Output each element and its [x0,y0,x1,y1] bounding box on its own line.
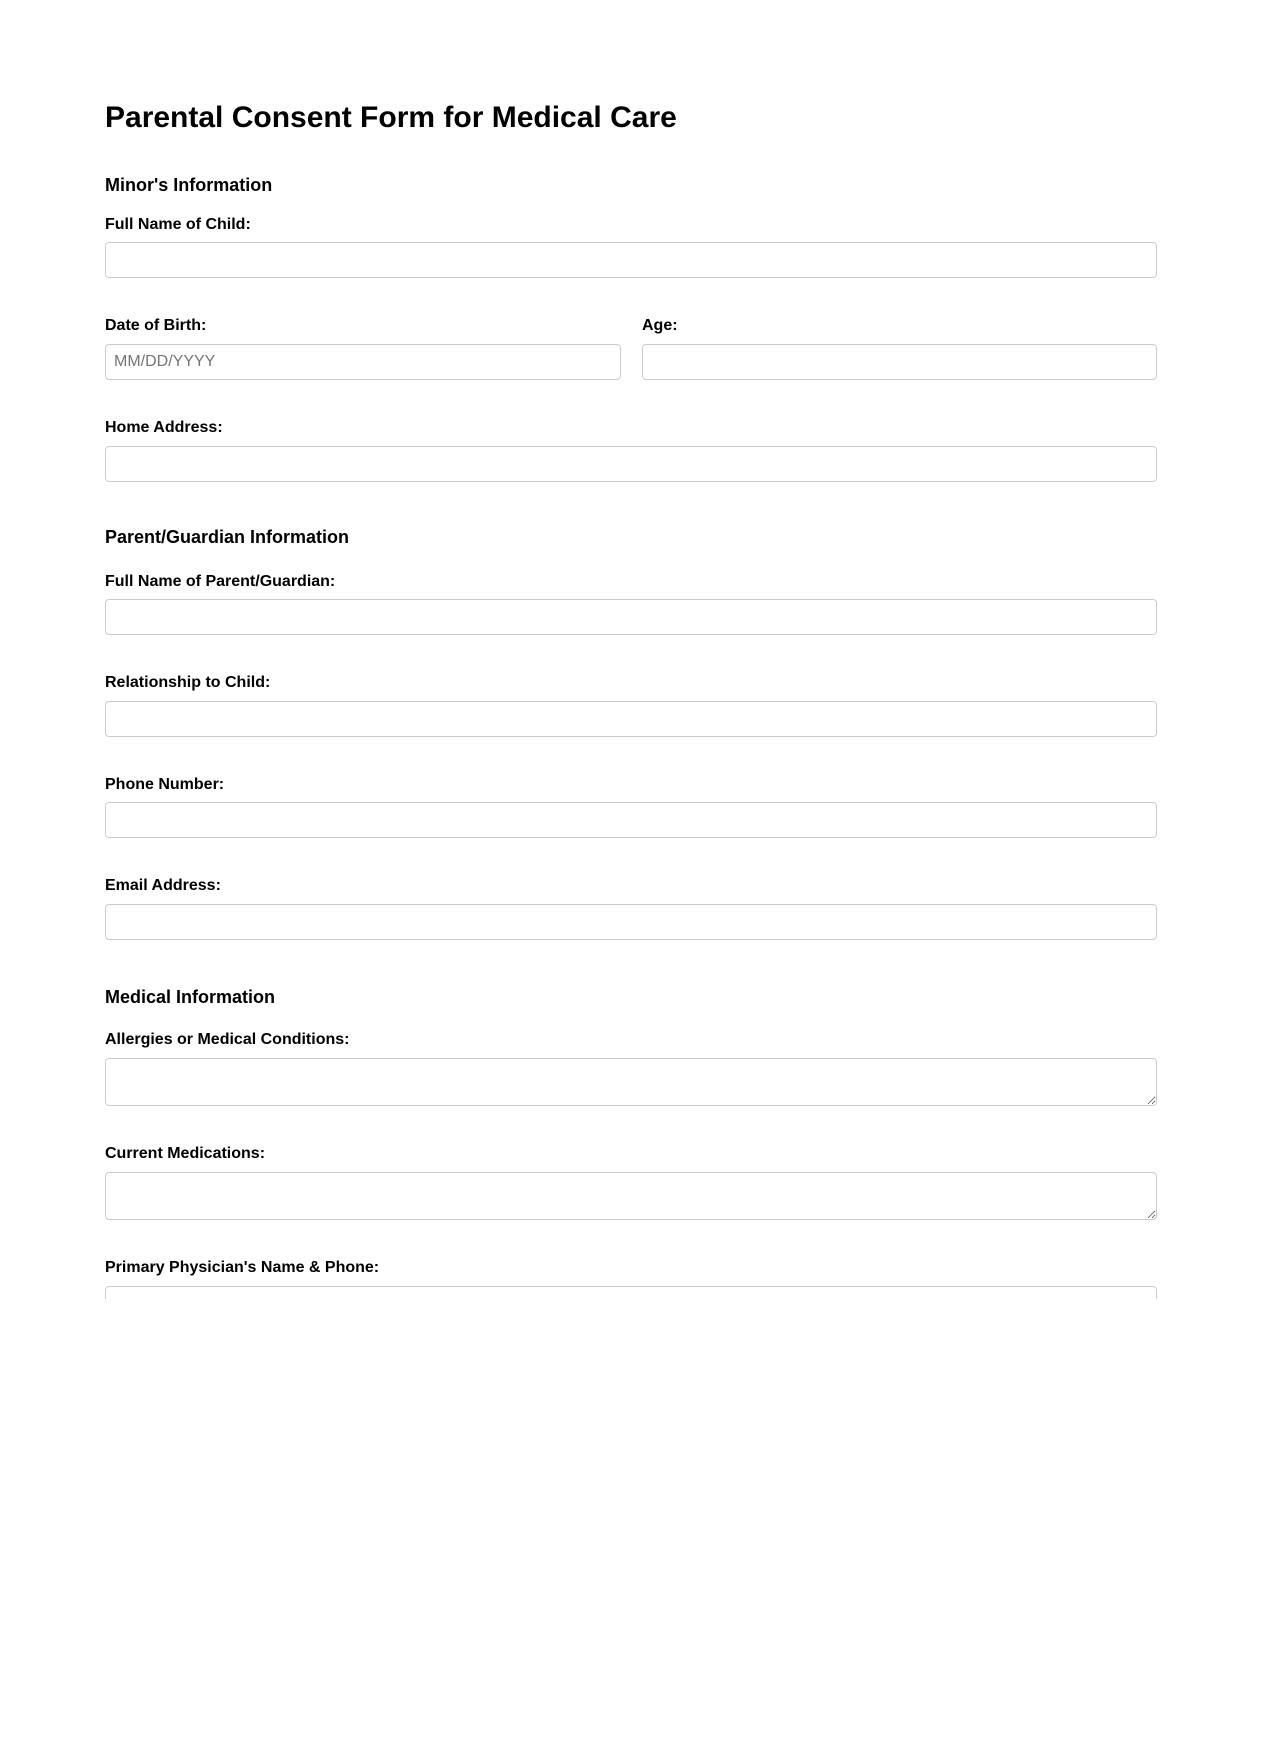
section-heading-minor: Minor's Information [105,175,273,195]
dob-input[interactable] [105,344,621,380]
child-name-input[interactable] [105,242,1157,278]
medications-textarea[interactable] [105,1172,1157,1220]
child-name-label: Full Name of Child: [105,216,251,233]
home-address-label: Home Address: [105,419,223,436]
relationship-input[interactable] [105,701,1157,737]
email-input[interactable] [105,904,1157,940]
age-input[interactable] [642,344,1157,380]
phone-input[interactable] [105,802,1157,838]
section-heading-medical: Medical Information [105,987,276,1007]
phone-label: Phone Number: [105,776,225,793]
medications-label: Current Medications: [105,1145,266,1162]
email-label: Email Address: [105,877,221,894]
age-label: Age: [642,317,678,334]
allergies-textarea[interactable] [105,1058,1157,1106]
dob-label: Date of Birth: [105,317,207,334]
relationship-label: Relationship to Child: [105,674,271,691]
page-title: Parental Consent Form for Medical Care [105,101,677,134]
consent-form [105,0,1157,1299]
guardian-name-input[interactable] [105,599,1157,635]
physician-label: Primary Physician's Name & Phone: [105,1259,380,1276]
guardian-name-label: Full Name of Parent/Guardian: [105,573,336,590]
physician-input[interactable] [105,1286,1157,1299]
home-address-input[interactable] [105,446,1157,482]
allergies-label: Allergies or Medical Conditions: [105,1031,350,1048]
section-heading-guardian: Parent/Guardian Information [105,527,350,547]
